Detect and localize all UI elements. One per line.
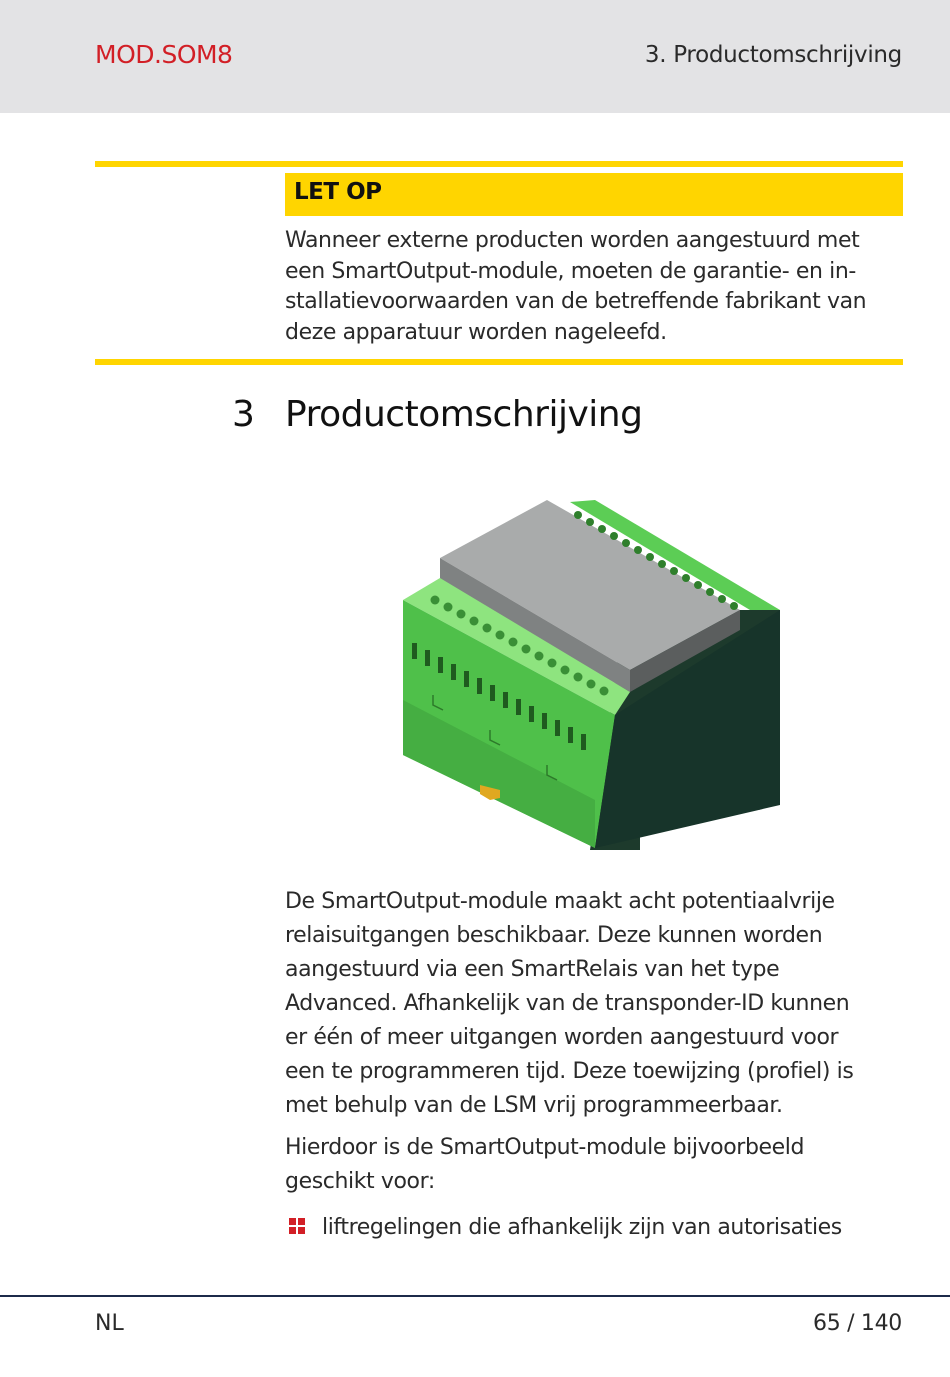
bullet-icon — [289, 1218, 306, 1235]
paragraph-line: De SmartOutput-module maakt acht potentiaalvrije — [285, 889, 835, 914]
smartoutput-module-illustration — [285, 460, 885, 865]
notice-label-bar — [285, 173, 903, 216]
paragraph-line: aangestuurd via een SmartRelais van het type — [285, 957, 780, 982]
description-paragraph — [285, 885, 895, 1123]
notice-top-rule — [95, 161, 903, 167]
notice-line: stallatievoorwaarden van de betreffende fabrikant van — [285, 289, 867, 314]
footer-rule — [0, 1295, 950, 1297]
chapter-number: 3 — [232, 394, 255, 435]
footer-language: NL — [95, 1311, 124, 1336]
paragraph-line: Hierdoor is de SmartOutput-module bijvoorbeeld — [285, 1135, 805, 1160]
paragraph-line: een te programmeren tijd. Deze toewijzing (profiel) is — [285, 1059, 854, 1084]
paragraph-line: relaisuitgangen beschikbaar. Deze kunnen worden — [285, 923, 823, 948]
notice-line: deze apparatuur worden nageleefd. — [285, 319, 667, 345]
notice-label: LET OP — [294, 179, 382, 205]
notice-line: een SmartOutput-module, moeten de garantie- en in- — [285, 258, 856, 284]
paragraph-line: met behulp van de LSM vrij programmeerbaar. — [285, 1093, 783, 1118]
paragraph-line: Advanced. Afhankelijk van de transponder-ID kunnen — [285, 991, 850, 1016]
usage-intro-paragraph — [285, 1131, 895, 1199]
notice-bottom-rule — [95, 359, 903, 365]
paragraph-line: geschikt voor: — [285, 1169, 435, 1194]
paragraph-line: er één of meer uitgangen worden aangestuurd voor — [285, 1025, 839, 1050]
page-header — [0, 0, 950, 113]
notice-line: Wanneer externe producten worden aangestuurd met — [285, 228, 860, 253]
product-code: MOD.SOM8 — [95, 40, 233, 69]
list-item: liftregelingen die afhankelijk zijn van autorisaties — [322, 1215, 842, 1240]
notice-text — [285, 226, 905, 348]
chapter-title: Productomschrijving — [285, 394, 643, 435]
page-number: 65 / 140 — [813, 1311, 902, 1336]
running-section-title: 3. Productomschrijving — [644, 42, 902, 68]
